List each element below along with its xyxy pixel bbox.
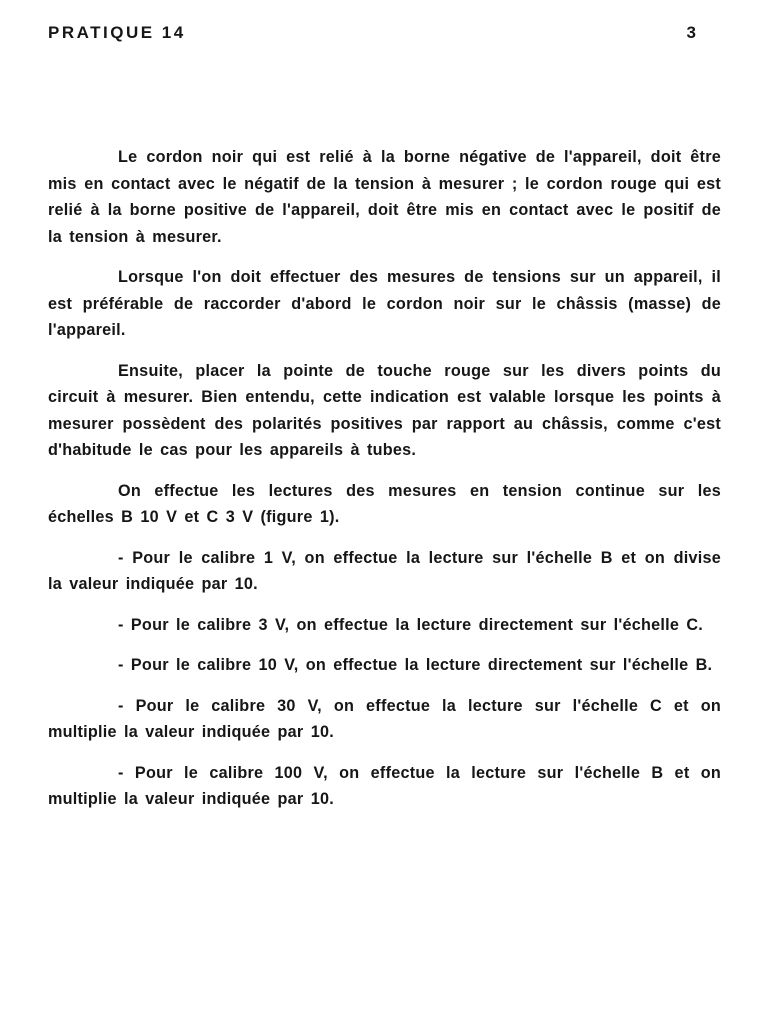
- page-title: PRATIQUE 14: [48, 23, 186, 42]
- paragraph-lectures-echelles: On effectue les lectures des mesures en tension continue sur les échelles B 10 V et C 3 V (figure 1).: [48, 481, 721, 526]
- list-item-calibre-10v: - Pour le calibre 10 V, on effectue la lecture directement sur l'échelle B.: [118, 656, 713, 674]
- paragraph-pointe-de-touche: Ensuite, placer la pointe de touche rouge sur les divers points du circuit à mesurer. Bien entendu, cette indication est valable lorsque les points à mesurer possèdent des polarités positives par rapport au châssis, comme c'est d'habitude le cas pour les appareils à tubes.: [48, 361, 721, 459]
- list-item-calibre-100v: - Pour le calibre 100 V, on effectue la lecture sur l'échelle B et on multiplie la valeur indiquée par 10.: [48, 763, 721, 808]
- paragraph-lorsque-mesures: Lorsque l'on doit effectuer des mesures de tensions sur un appareil, il est préférable de raccorder d'abord le cordon noir sur le châssis (masse) de l'appareil.: [48, 268, 721, 339]
- list-item-calibre-30v: - Pour le calibre 30 V, on effectue la lecture sur l'échelle C et on multiplie la valeur indiquée par 10.: [48, 696, 721, 741]
- page-header: [0, 0, 768, 43]
- paragraph-cordon-noir: Le cordon noir qui est relié à la borne négative de l'appareil, doit être mis en contact avec le négatif de la tension à mesurer ; le cordon rouge qui est relié à la borne positive de l'appareil, doit être mis en contact avec le positif de la tension à mesurer.: [48, 148, 721, 246]
- list-item-calibre-3v: - Pour le calibre 3 V, on effectue la lecture directement sur l'échelle C.: [118, 615, 704, 634]
- list-item-calibre-1v: - Pour le calibre 1 V, on effectue la lecture sur l'échelle B et on divise la valeur indiquée par 10.: [48, 548, 721, 593]
- page-number: 3: [686, 23, 696, 42]
- body-text: [0, 144, 768, 813]
